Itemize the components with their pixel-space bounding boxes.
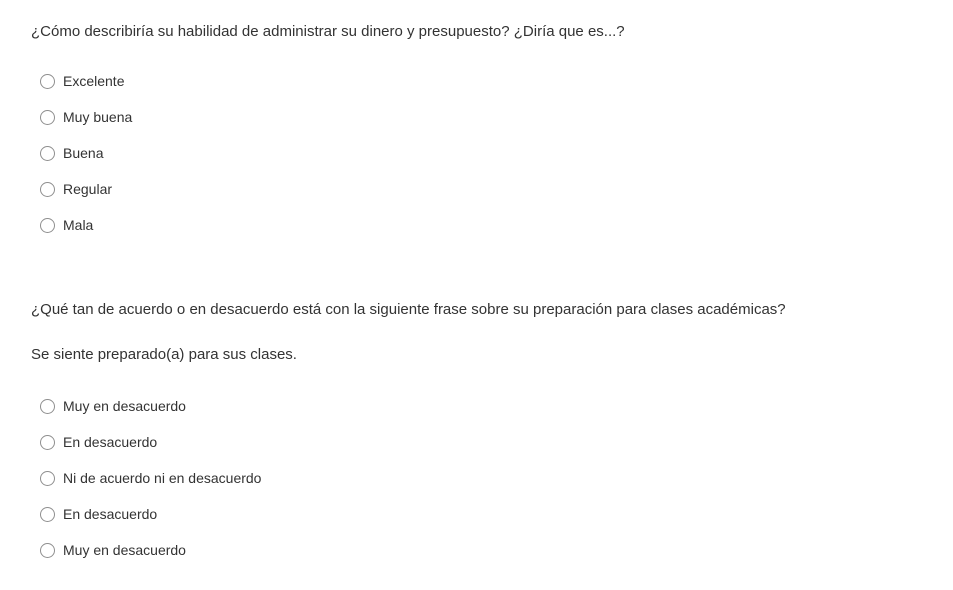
radio-option[interactable] <box>40 171 933 207</box>
radio-option-label[interactable]: Excelente <box>63 73 125 89</box>
question-subtitle: Se siente preparado(a) para sus clases. <box>31 346 297 363</box>
radio-option[interactable] <box>40 496 933 532</box>
radio-button-icon[interactable] <box>40 182 55 197</box>
question-block-2 <box>31 300 933 568</box>
radio-button-icon[interactable] <box>40 399 55 414</box>
radio-option[interactable] <box>40 99 933 135</box>
radio-option[interactable] <box>40 207 933 243</box>
radio-button-icon[interactable] <box>40 507 55 522</box>
radio-option[interactable] <box>40 135 933 171</box>
radio-button-icon[interactable] <box>40 146 55 161</box>
radio-option-label[interactable]: Muy buena <box>63 109 133 125</box>
question-title: ¿Cómo describiría su habilidad de administrar su dinero y presupuesto? ¿Diría que es...? <box>31 23 625 40</box>
radio-option-label[interactable]: Mala <box>63 217 94 233</box>
radio-option[interactable] <box>40 424 933 460</box>
question-title: ¿Qué tan de acuerdo o en desacuerdo está con la siguiente frase sobre su preparación para clases académicas? <box>31 301 786 318</box>
radio-option-label[interactable]: Ni de acuerdo ni en desacuerdo <box>63 470 262 486</box>
radio-option-label[interactable]: Muy en desacuerdo <box>63 398 186 414</box>
radio-option[interactable] <box>40 63 933 99</box>
radio-option-label[interactable]: Buena <box>63 145 104 161</box>
question-spacer <box>31 243 933 300</box>
radio-group-q1 <box>31 63 933 243</box>
question-block-1 <box>31 22 933 243</box>
radio-group-q2 <box>31 388 933 568</box>
radio-option-label[interactable]: En desacuerdo <box>63 434 158 450</box>
radio-option[interactable] <box>40 388 933 424</box>
radio-button-icon[interactable] <box>40 471 55 486</box>
radio-option[interactable] <box>40 460 933 496</box>
radio-option-label[interactable]: Regular <box>63 181 113 197</box>
radio-button-icon[interactable] <box>40 543 55 558</box>
radio-option-label[interactable]: Muy en desacuerdo <box>63 542 186 558</box>
radio-button-icon[interactable] <box>40 435 55 450</box>
radio-button-icon[interactable] <box>40 110 55 125</box>
radio-button-icon[interactable] <box>40 74 55 89</box>
radio-option-label[interactable]: En desacuerdo <box>63 506 158 522</box>
radio-button-icon[interactable] <box>40 218 55 233</box>
radio-option[interactable] <box>40 532 933 568</box>
